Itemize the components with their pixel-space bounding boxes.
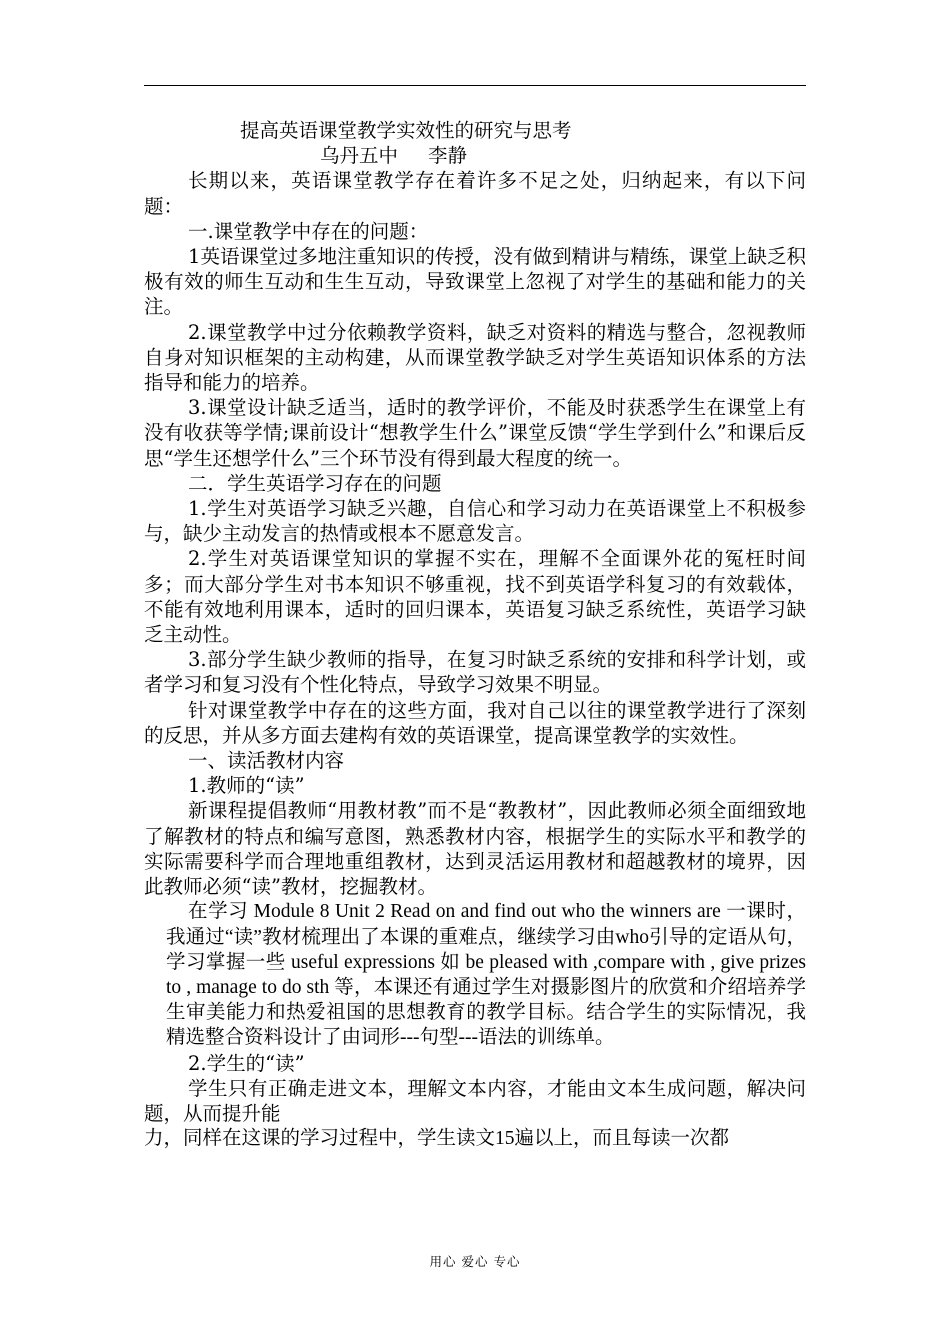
paragraph-2-3: 3.部分学生缺少教师的指导，在复习时缺乏系统的安排和科学计划，或者学习和复习没有个性化特点，导致学习效果不明显。 [144,648,806,697]
author-line [144,143,806,168]
section-heading-1: 一.课堂教学中存在的问题： [188,219,429,243]
paragraph-1-2: 2.课堂教学中过分依赖教学资料，缺乏对资料的精选与整合，忽视教师自身对知识框架的主动构建，从而课堂教学缺乏对学生英语知识体系的方法指导和能力的培养。 [144,320,806,395]
school-name: 乌丹五中 [320,144,399,168]
paragraph-module-example: 在学习 Module 8 Unit 2 Read on and find out who the winners are 一课时，我通过“读”教材梳理出了本课的重难点，继续学习由who引导的定语从句，学习掌握一些 useful expressions 如 be pleased with ,compare with , give prizes to , manage to do sth 等，本课还有通过学生对摄影图片的欣赏和介绍培养学生审美能力和热爱祖国的思想教育的教学目标。结合学生的实际情况，我精选整合资料设计了由词形---句型---语法的训练单。 [166,901,806,1049]
section-heading-reading: 一、读活教材内容 [188,749,345,773]
paragraph-student-reading: 学生只有正确走进文本，理解文本内容，才能由文本生成问题，解决问题，从而提升能 [144,1076,806,1125]
author-name: 李静 [428,144,468,168]
subheading-student-reading: 2.学生的“读” [188,1051,305,1075]
subheading-teacher-reading: 1.教师的“读” [188,774,305,798]
header-rule [144,85,806,86]
paragraph-intro: 长期以来，英语课堂教学存在着许多不足之处，归纳起来，有以下问题： [144,169,806,218]
document-body [144,118,806,1151]
paragraph-1-1: 1英语课堂过多地注重知识的传授，没有做到精讲与精练，课堂上缺乏积极有效的师生互动和生生互动，导致课堂上忽视了对学生的基础和能力的关注。 [144,245,806,319]
paragraph-teacher-reading: 新课程提倡教师“用教材教”而不是“教教材”，因此教师必须全面细致地了解教材的特点和编写意图，熟悉教材内容，根据学生的实际水平和教学的实际需要科学而合理地重组教材，达到灵活运用教材和超越教材的境界，因此教师必须“读”教材，挖掘教材。 [144,799,806,899]
page-footer: 用心 爱心 专心 [429,1254,521,1269]
paragraph-1-3: 3.课堂设计缺乏适当，适时的教学评价，不能及时获悉学生在课堂上有没有收获等学情;课前设计“想教学生什么”课堂反馈“学生学到什么”和课后反思“学生还想学什么”三个环节没有得到最大程度的统一。 [144,396,806,470]
paragraph-2-1: 1.学生对英语学习缺乏兴趣，自信心和学习动力在英语课堂上不积极参与，缺少主动发言的热情或根本不愿意发言。 [144,497,806,546]
section-heading-2: 二．学生英语学习存在的问题 [188,471,442,495]
paragraph-continuation: 力，同样在这课的学习过程中，学生读文15遍以上，而且每读一次都 [144,1128,730,1150]
document-title: 提高英语课堂教学实效性的研究与思考 [240,119,572,142]
paragraph-reflection: 针对课堂教学中存在的这些方面，我对自己以往的课堂教学进行了深刻的反思，并从多方面去建构有效的英语课堂，提高课堂教学的实效性。 [144,698,806,747]
paragraph-2-2: 2.学生对英语课堂知识的掌握不实在，理解不全面课外花的冤枉时间多；而大部分学生对书本知识不够重视，找不到英语学科复习的有效载体，不能有效地利用课本，适时的回归课本，英语复习缺乏系统性，英语学习缺乏主动性。 [144,547,806,647]
